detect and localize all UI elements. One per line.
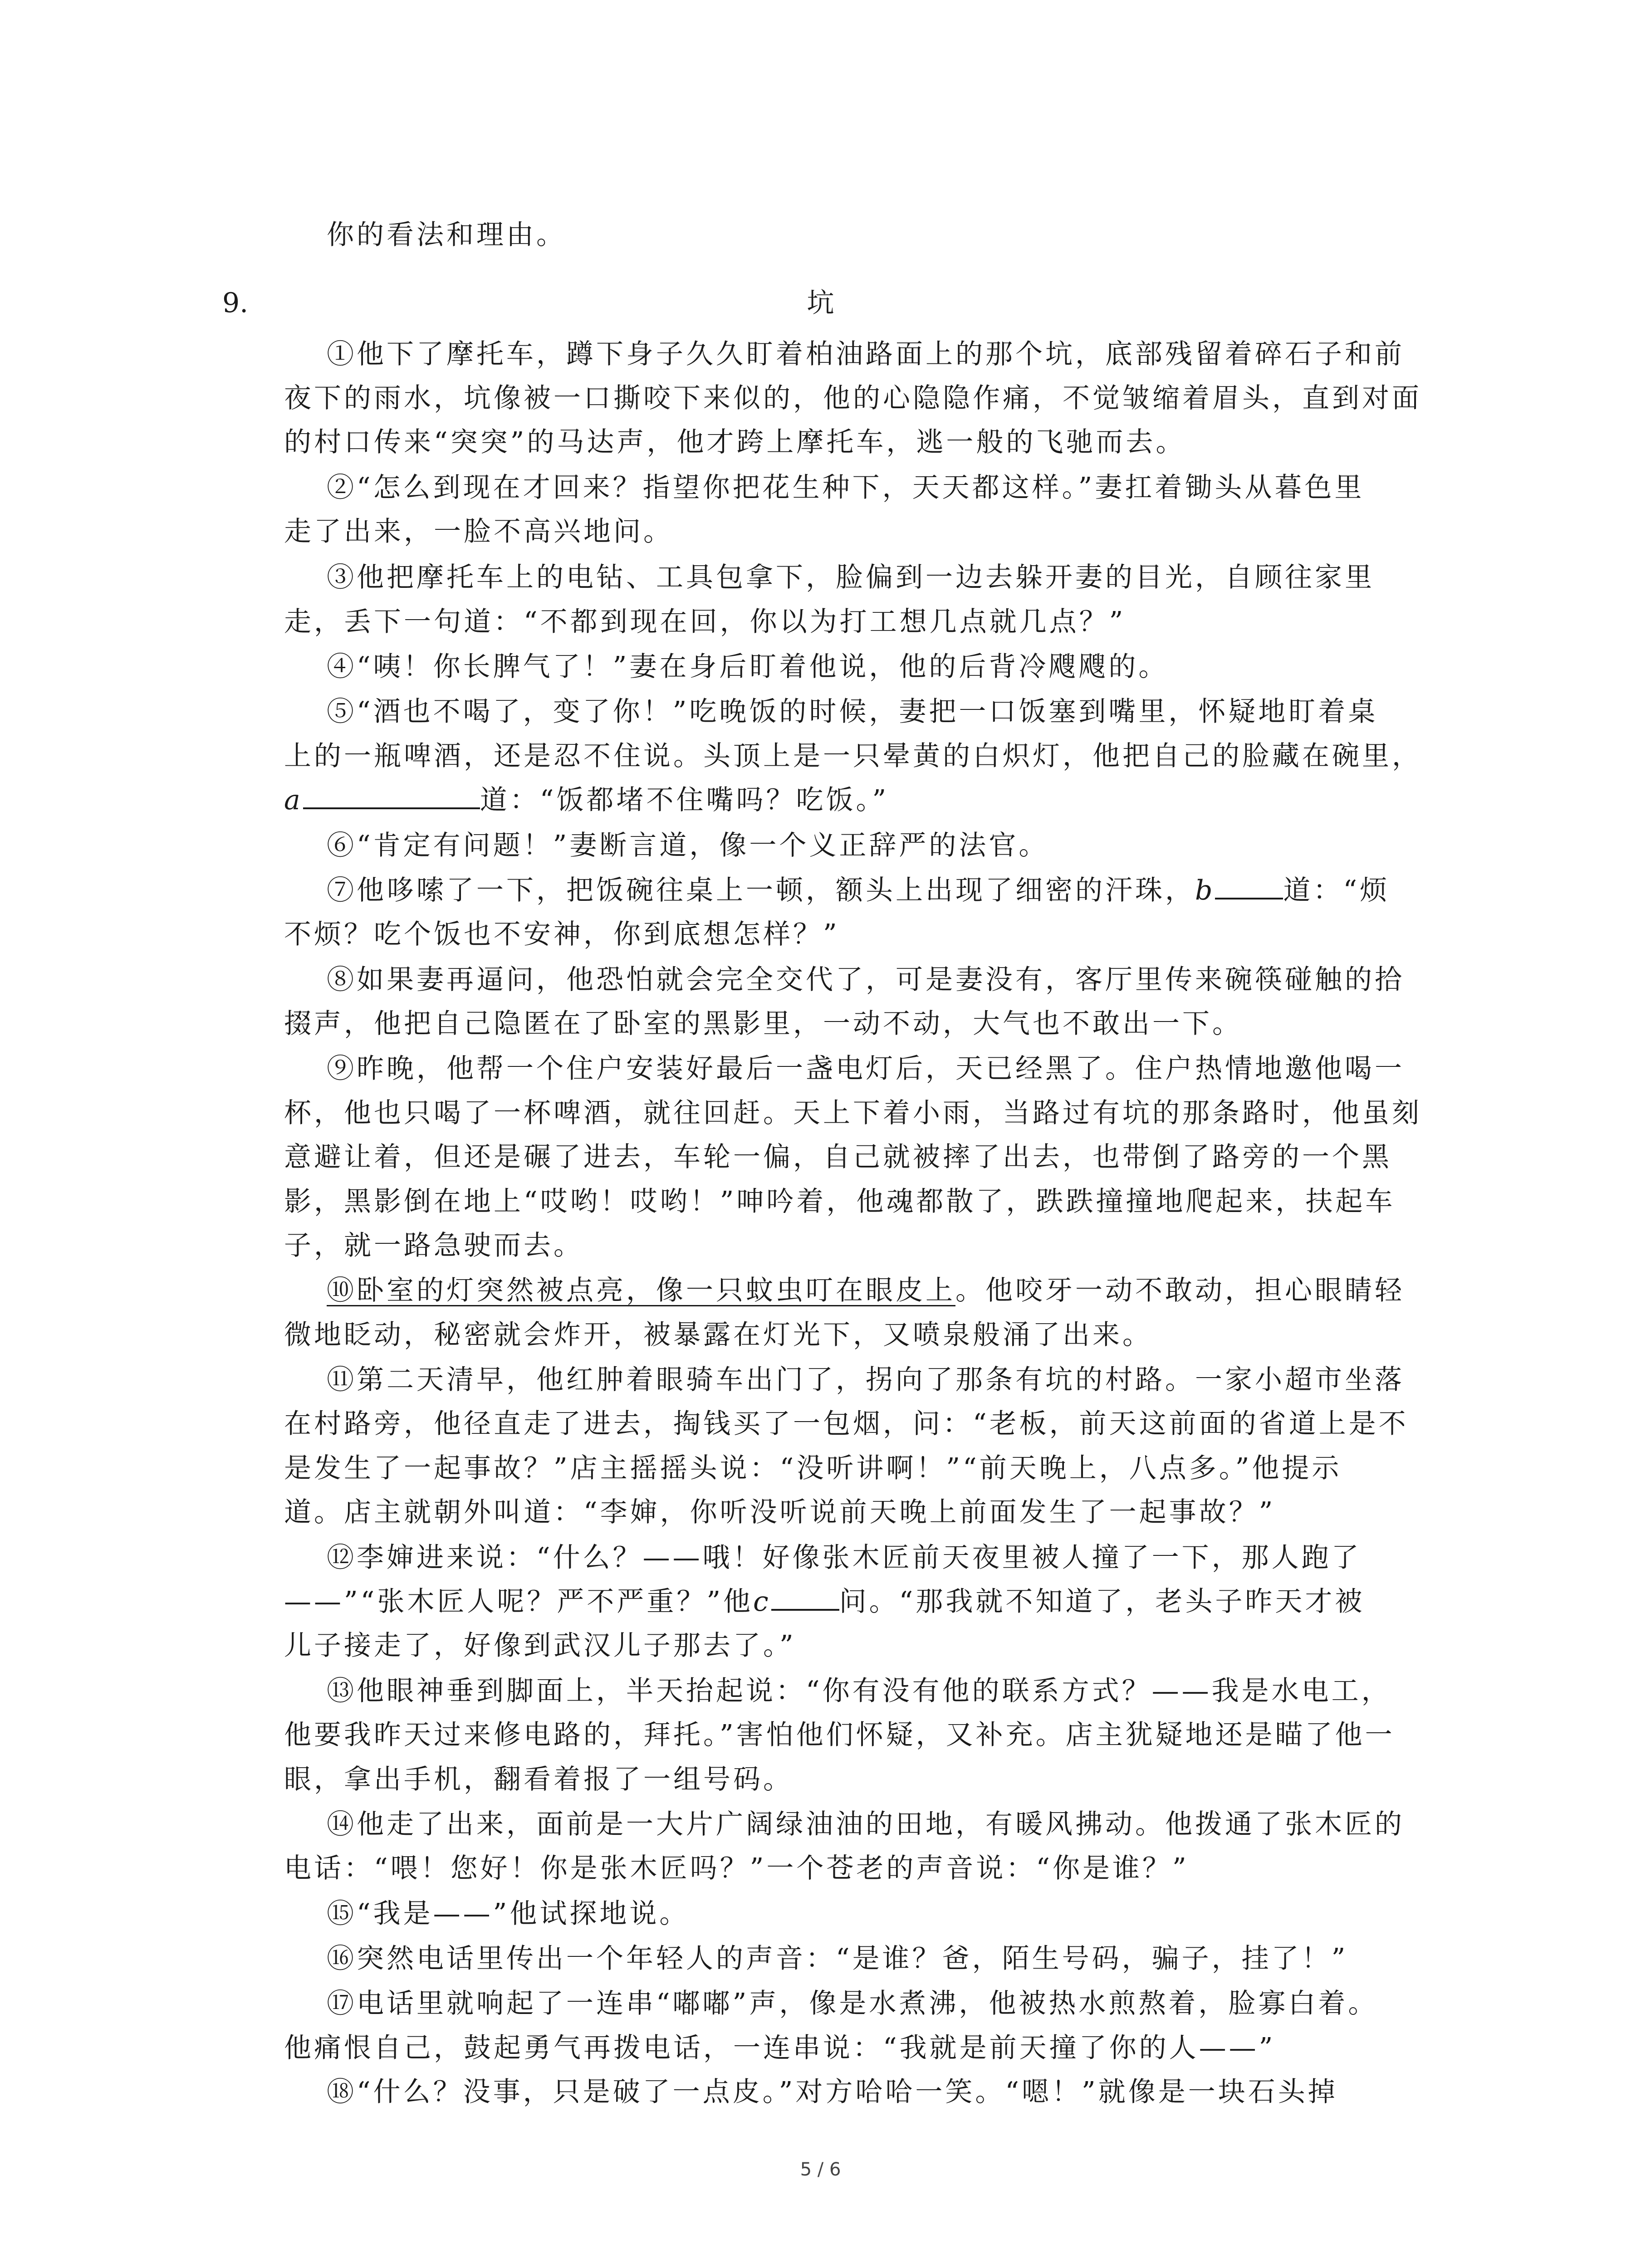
paragraph-3-line-1: ③他把摩托车上的电钻、工具包拿下，脸偏到一边去躲开妻的目光，自顾往家里 xyxy=(327,562,1375,593)
paragraph-5-line-1: ⑤“酒也不喝了，变了你！”吃晚饭的时候，妻把一口饭塞到嘴里，怀疑地盯着桌 xyxy=(327,696,1378,728)
blank-b[interactable] xyxy=(1215,870,1283,899)
paragraph-14-line-1: ⑭他走了出来，面前是一大片广阔绿油油的田地，有暖风拂动。他拨通了张木匠的 xyxy=(327,1809,1405,1840)
paragraph-15: ⑮“我是——”他试探地说。 xyxy=(327,1898,690,1930)
previous-question-tail: 你的看法和理由。 xyxy=(327,219,566,251)
paragraph-9-line-2: 杯，他也只喝了一杯啤酒，就往回赶。天上下着小雨，当路过有坑的那条路时，他虽刻 xyxy=(284,1097,1422,1129)
page-number: 5 / 6 xyxy=(800,2159,841,2180)
blank-c[interactable] xyxy=(771,1582,839,1611)
question-number: 9. xyxy=(222,287,249,319)
paragraph-18-line-1: ⑱“什么？没事，只是破了一点皮。”对方哈哈一笑。“嗯！”就像是一块石头掉 xyxy=(327,2076,1338,2108)
paragraph-12-text-before: ——”“张木匠人呢？严不严重？”他 xyxy=(284,1586,754,1618)
paragraph-9-line-4: 影，黑影倒在地上“哎哟！哎哟！”呻吟着，他魂都散了，跌跌撞撞地爬起来，扶起车 xyxy=(284,1186,1396,1217)
blank-a[interactable] xyxy=(303,780,480,809)
paragraph-11-line-4: 道。店主就朝外叫道：“李婶，你听没听说前天晚上前面发生了一起事故？” xyxy=(284,1496,1276,1528)
paragraph-11-line-3: 是发生了一起事故？”店主摇摇头说：“没听讲啊！”“前天晚上，八点多。”他提示 xyxy=(284,1452,1342,1484)
paragraph-17-line-2: 他痛恨自己，鼓起勇气再拨电话，一连串说：“我就是前天撞了你的人——” xyxy=(284,2032,1276,2064)
paragraph-5-line-2: 上的一瓶啤酒，还是忍不住说。头顶上是一只晕黄的白炽灯，他把自己的脸藏在碗里， xyxy=(284,740,1422,772)
paragraph-6: ⑥“肯定有问题！”妻断言道，像一个义正辞严的法官。 xyxy=(327,830,1049,861)
paragraph-11-line-2: 在村路旁，他径直走了进去，掏钱买了一包烟，问：“老板，前天这前面的省道上是不 xyxy=(284,1408,1409,1440)
paragraph-12-text-after: 问。“那我就不知道了，老头子昨天才被 xyxy=(839,1586,1365,1618)
paragraph-14-line-2: 电话：“喂！您好！你是张木匠吗？”一个苍老的声音说：“你是谁？” xyxy=(284,1853,1189,1884)
paragraph-4: ④“咦！你长脾气了！”妻在身后盯着他说，他的后背冷飕飕的。 xyxy=(327,651,1169,683)
paragraph-8-line-1: ⑧如果妻再逼问，他恐怕就会完全交代了，可是妻没有，客厅里传来碗筷碰触的拾 xyxy=(327,964,1405,996)
paragraph-9-line-1: ⑨昨晚，他帮一个住户安装好最后一盏电灯后，天已经黑了。住户热情地邀他喝一 xyxy=(327,1053,1405,1085)
paragraph-12-line-2 xyxy=(284,1580,1365,1623)
paragraph-7-line-1 xyxy=(327,869,1390,912)
paragraph-10-rest: 。他咬牙一动不敢动，担心眼睛轻 xyxy=(955,1275,1405,1306)
paragraph-8-line-2: 掇声，他把自己隐匿在了卧室的黑影里，一动不动，大气也不敢出一下。 xyxy=(284,1008,1242,1040)
paragraph-17-line-1: ⑰电话里就响起了一连串“嘟嘟”声，像是水煮沸，他被热水煎熬着，脸寡白着。 xyxy=(327,1988,1378,2019)
paragraph-2-line-2: 走了出来，一脸不高兴地问。 xyxy=(284,516,673,547)
underlined-sentence: ⑩卧室的灯突然被点亮，像一只蚊虫叮在眼皮上 xyxy=(327,1275,955,1306)
paragraph-9-line-3: 意避让着，但还是碾了进去，车轮一偏，自己就被摔了出去，也带倒了路旁的一个黑 xyxy=(284,1141,1392,1173)
paragraph-5-line-3 xyxy=(284,778,889,822)
paragraph-1-line-2: 夜下的雨水，坑像被一口撕咬下来似的，他的心隐隐作痛，不觉皱缩着眉头，直到对面 xyxy=(284,382,1422,414)
paragraph-5-line-3-text: 道：“饭都堵不住嘴吗？吃饭。” xyxy=(480,784,889,816)
paragraph-16: ⑯突然电话里传出一个年轻人的声音：“是谁？爸，陌生号码，骗子，挂了！” xyxy=(327,1943,1348,1975)
paragraph-2-line-1: ②“怎么到现在才回来？指望你把花生种下，天天都这样。”妻扛着锄头从暮色里 xyxy=(327,472,1365,503)
paragraph-13-line-3: 眼，拿出手机，翻看着报了一组号码。 xyxy=(284,1764,793,1795)
paragraph-7-text-before: ⑦他哆嗦了一下，把饭碗往桌上一顿，额头上出现了细密的汗珠， xyxy=(327,875,1195,906)
blank-a-label: a xyxy=(284,784,303,816)
paragraph-10-line-2: 微地眨动，秘密就会炸开，被暴露在灯光下，又喷泉般涌了出来。 xyxy=(284,1319,1152,1351)
blank-b-label: b xyxy=(1195,875,1215,906)
paragraph-10-line-1 xyxy=(327,1269,1405,1312)
paragraph-1-line-1: ①他下了摩托车，蹲下身子久久盯着柏油路面上的那个坑，底部残留着碎石子和前 xyxy=(327,338,1405,370)
blank-c-label: c xyxy=(753,1586,771,1618)
paragraph-11-line-1: ⑪第二天清早，他红肿着眼骑车出门了，拐向了那条有坑的村路。一家小超市坐落 xyxy=(327,1364,1405,1396)
paragraph-13-line-2: 他要我昨天过来修电路的，拜托。”害怕他们怀疑，又补充。店主犹疑地还是瞄了他一 xyxy=(284,1719,1395,1751)
story-title: 坑 xyxy=(807,287,834,319)
paragraph-3-line-2: 走，丢下一句道：“不都到现在回，你以为打工想几点就几点？” xyxy=(284,606,1126,638)
paragraph-1-line-3: 的村口传来“突突”的马达声，他才跨上摩托车，逃一般的飞驰而去。 xyxy=(284,426,1186,458)
paragraph-7-line-2: 不烦？吃个饭也不安神，你到底想怎样？” xyxy=(284,919,840,950)
paragraph-12-line-1: ⑫李婶进来说：“什么？——哦！好像张木匠前天夜里被人撞了一下，那人跑了 xyxy=(327,1542,1362,1574)
paragraph-7-text-after: 道：“烦 xyxy=(1283,875,1390,906)
paragraph-13-line-1: ⑬他眼神垂到脚面上，半天抬起说：“你有没有他的联系方式？——我是水电工， xyxy=(327,1675,1391,1707)
paragraph-12-line-3: 儿子接走了，好像到武汉儿子那去了。” xyxy=(284,1630,796,1662)
paragraph-9-line-5: 子，就一路急驶而去。 xyxy=(284,1230,583,1261)
